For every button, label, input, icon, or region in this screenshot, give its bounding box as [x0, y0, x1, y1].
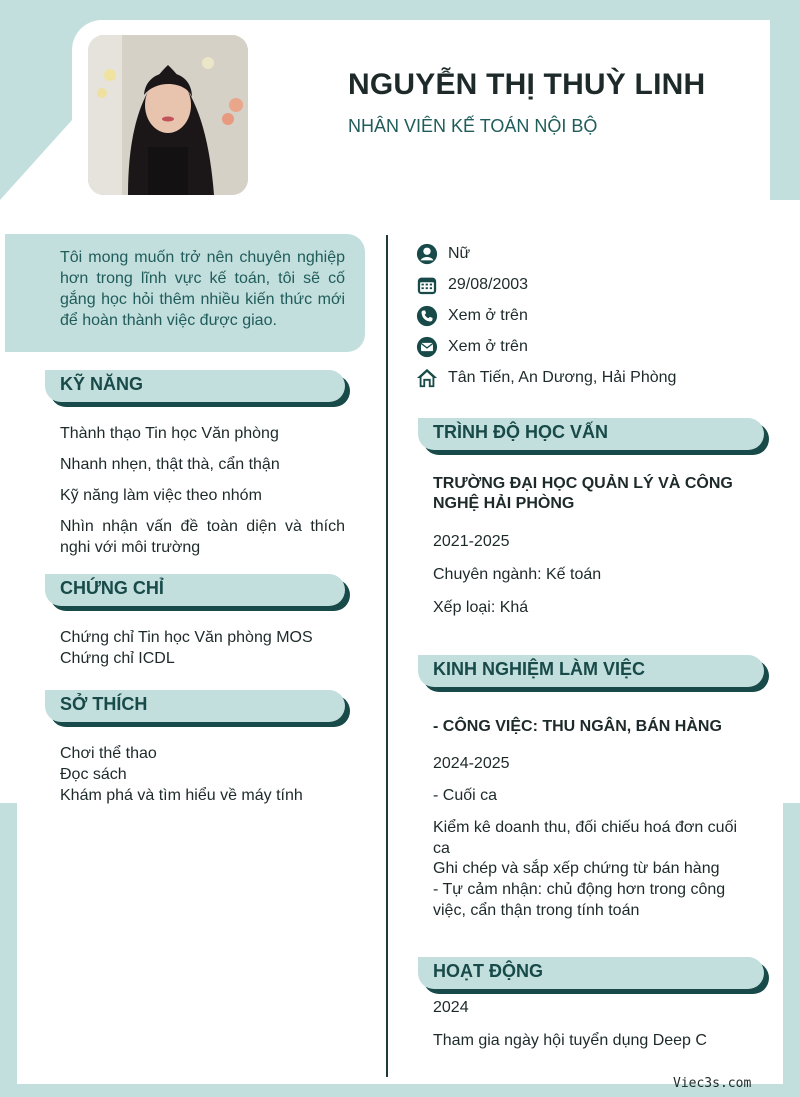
education-major: Chuyên ngành: Kế toán [433, 566, 602, 583]
education-heading: TRÌNH ĐỘ HỌC VẤN [418, 418, 764, 450]
gender-value: Nữ [448, 245, 471, 262]
experience-line: Kiểm kê doanh thu, đối chiếu hoá đơn cuối ca [433, 819, 738, 857]
skill-item: Nhanh nhẹn, thật thà, cẩn thận [60, 456, 280, 473]
education-rank: Xếp loại: Khá [433, 599, 529, 616]
experience-shift: - Cuối ca [433, 787, 498, 804]
skill-item: Kỹ năng làm việc theo nhóm [60, 487, 262, 504]
experience-heading: KINH NGHIỆM LÀM VIỆC [418, 655, 764, 687]
skill-item: Thành thạo Tin học Văn phòng [60, 425, 279, 442]
experience-years: 2024-2025 [433, 755, 510, 772]
user-icon [416, 243, 438, 265]
contact-gender [416, 242, 470, 266]
contact-email [416, 335, 528, 359]
school-name: TRƯỜNG ĐẠI HỌC QUẢN LÝ VÀ CÔNG NGHỆ HẢI PHÒNG [433, 475, 733, 512]
hobby-item: Đọc sách [60, 766, 127, 783]
activities-heading: HOẠT ĐỘNG [418, 957, 764, 989]
contact-birthday [416, 273, 528, 297]
education-years: 2021-2025 [433, 533, 510, 550]
column-divider [386, 235, 388, 1077]
mail-icon [416, 336, 438, 358]
phone-icon [416, 305, 438, 327]
hobby-item: Khám phá và tìm hiểu về máy tính [60, 787, 303, 804]
home-icon [416, 367, 438, 389]
activity-year: 2024 [433, 999, 469, 1016]
contact-phone [416, 304, 528, 328]
calendar-icon [416, 274, 438, 296]
certificate-item: Chứng chỉ ICDL [60, 650, 175, 667]
birthday-value: 29/08/2003 [448, 276, 529, 293]
address-value: Tân Tiến, An Dương, Hải Phòng [448, 369, 677, 386]
hobbies-heading: SỞ THÍCH [45, 690, 345, 722]
phone-value: Xem ở trên [448, 307, 528, 324]
skills-heading: KỸ NĂNG [45, 370, 345, 402]
certificates-heading: CHỨNG CHỈ [45, 574, 345, 606]
bottom-right-band [783, 803, 800, 1097]
career-objective: Tôi mong muốn trở nên chuyên nghiệp hơn trong lĩnh vực kế toán, tôi sẽ cố gắng học hỏi thêm nhiều kiến thức mới để hoàn thành việc được giao. [5, 234, 365, 352]
contact-address [416, 366, 676, 390]
bottom-left-band [0, 803, 17, 1097]
site-watermark: Viec3s.com [673, 1076, 752, 1091]
certificate-item: Chứng chỉ Tin học Văn phòng MOS [60, 629, 313, 646]
candidate-name: NGUYỄN THỊ THUỲ LINH [348, 68, 706, 101]
email-value: Xem ở trên [448, 338, 528, 355]
job-title: NHÂN VIÊN KẾ TOÁN NỘI BỘ [348, 116, 598, 136]
hobby-item: Chơi thể thao [60, 745, 157, 762]
experience-line: Ghi chép và sắp xếp chứng từ bán hàng [433, 860, 720, 877]
activity-desc: Tham gia ngày hội tuyển dụng Deep C [433, 1032, 707, 1049]
experience-job: - CÔNG VIỆC: THU NGÂN, BÁN HÀNG [433, 718, 722, 735]
experience-line: - Tự cảm nhận: chủ động hơn trong công việc, cẩn thận trong tính toán [433, 881, 726, 919]
skill-item: Nhìn nhận vấn đề toàn diện và thích nghi với môi trường [60, 518, 345, 556]
profile-photo [88, 35, 248, 195]
